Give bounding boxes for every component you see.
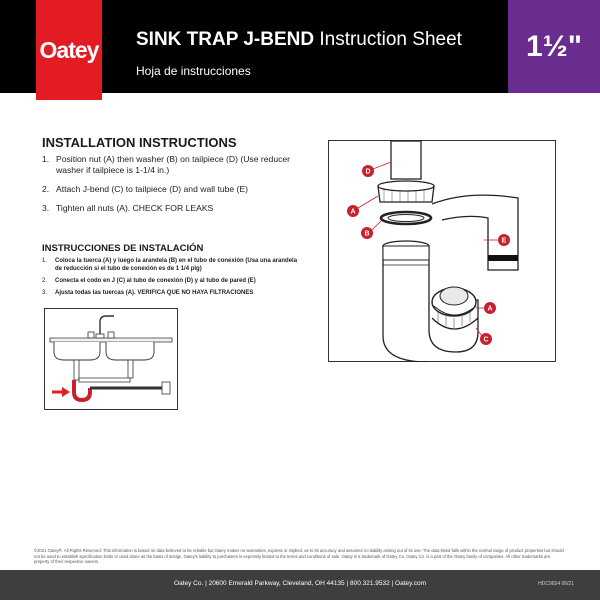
tailpiece (74, 360, 79, 380)
sink-overview-diagram (44, 308, 178, 410)
label-a-badge (347, 205, 359, 217)
step-number: 1. (42, 258, 48, 264)
label-a2-badge (484, 302, 496, 314)
title-bold: SINK TRAP J-BEND (136, 29, 315, 50)
logo-text: Oatey (39, 36, 99, 63)
nut-rim (378, 181, 434, 191)
document-title (136, 29, 462, 51)
sink-bowl-right (106, 342, 154, 360)
step-text: Ajusta todas las tuercas (A). VERIFICA QUE NO HAYA FILTRACIONES (55, 290, 254, 296)
title-light: Instruction Sheet (319, 29, 462, 50)
installation-step (42, 184, 307, 195)
spanish-steps (42, 257, 302, 301)
label-d-badge (362, 165, 374, 177)
company-address: Oatey Co. | 20600 Emerald Parkway, Cleveland, OH 44135 | 800.321.9532 | Oatey.com (174, 580, 426, 587)
label-a-bottom: A (487, 305, 493, 313)
label-c-badge (480, 333, 492, 345)
step-text: Position nut (A) then washer (B) on tailpiece (D) (Use reducer washer if tailpiece is 1-1/4 in.) (56, 154, 291, 175)
tailpiece-d (391, 141, 421, 179)
header-bar (0, 0, 600, 93)
spanish-title: INSTRUCCIONES DE INSTALACIÓN (42, 243, 204, 254)
step-text: Attach J-bend (C) to tailpiece (D) and wall tube (E) (56, 184, 249, 194)
faucet-handle (88, 332, 94, 338)
legal-notice: ©2021 Oatey®. All Rights Reserved. This information is based on data believed to be reliable but Oatey makes no warranties, express or implied, as to its accuracy and assumes no liability arising out of its use. The data listed falls within the normal range of product properties but should not be used to establish specification limits or used alone as the basis of design. Oatey's liability to purchasers is expressly limited to the terms and conditions of sale. Oatey is a trademark of Oatey Co. Oatey Co. is a part of the Oatey family of companies. All other trademarks are property of their respective owners. (34, 548, 564, 564)
size-badge (508, 0, 600, 93)
spanish-step (42, 289, 302, 297)
label-d: D (365, 168, 371, 176)
installation-step (42, 203, 307, 214)
installation-title: INSTALLATION INSTRUCTIONS (42, 135, 237, 150)
document-subtitle: Hoja de instrucciones (136, 64, 251, 78)
j-bend-diagram (328, 140, 556, 362)
label-b: B (364, 230, 370, 238)
step-number: 2. (42, 184, 50, 194)
size-text: 1½" (526, 29, 582, 63)
faucet-handle (108, 332, 114, 338)
faucet-base (96, 334, 104, 338)
sink-bowl-left (54, 342, 100, 360)
nut-opening (440, 287, 468, 305)
waste-arm (79, 378, 130, 382)
installation-step (42, 154, 307, 176)
spanish-step (42, 257, 302, 273)
step-number: 1. (42, 154, 50, 164)
step-number: 3. (42, 203, 50, 213)
step-number: 3. (42, 290, 48, 296)
step-number: 2. (42, 278, 48, 284)
document-code: HDC9654 06/21 (538, 581, 574, 587)
label-e: E (501, 237, 507, 245)
spanish-step (42, 277, 302, 285)
tailpiece (128, 360, 133, 378)
j-bend-collar (383, 246, 429, 260)
step-text: Conecta el codo en J (C) al tubo de conexión (D) y al tubo de pared (E) (55, 278, 256, 284)
step-text: Coloca la tuerca (A) y luego la arandela (B) en el tubo de conexión (Usa una arandela de reducción si el tubo de conexión es de 1 1/4 plg) (55, 258, 298, 272)
diagram-frame (329, 141, 556, 362)
label-e-badge (498, 234, 510, 246)
oatey-logo (36, 0, 102, 100)
installation-steps (42, 154, 307, 222)
wall-flange (162, 382, 170, 394)
step-text: Tighten all nuts (A). CHECK FOR LEAKS (56, 203, 214, 213)
label-b-badge (361, 227, 373, 239)
countertop (50, 338, 172, 342)
washer-hole (388, 215, 424, 222)
label-c: C (483, 336, 489, 344)
label-a: A (350, 208, 356, 216)
footer-bar (0, 570, 600, 600)
